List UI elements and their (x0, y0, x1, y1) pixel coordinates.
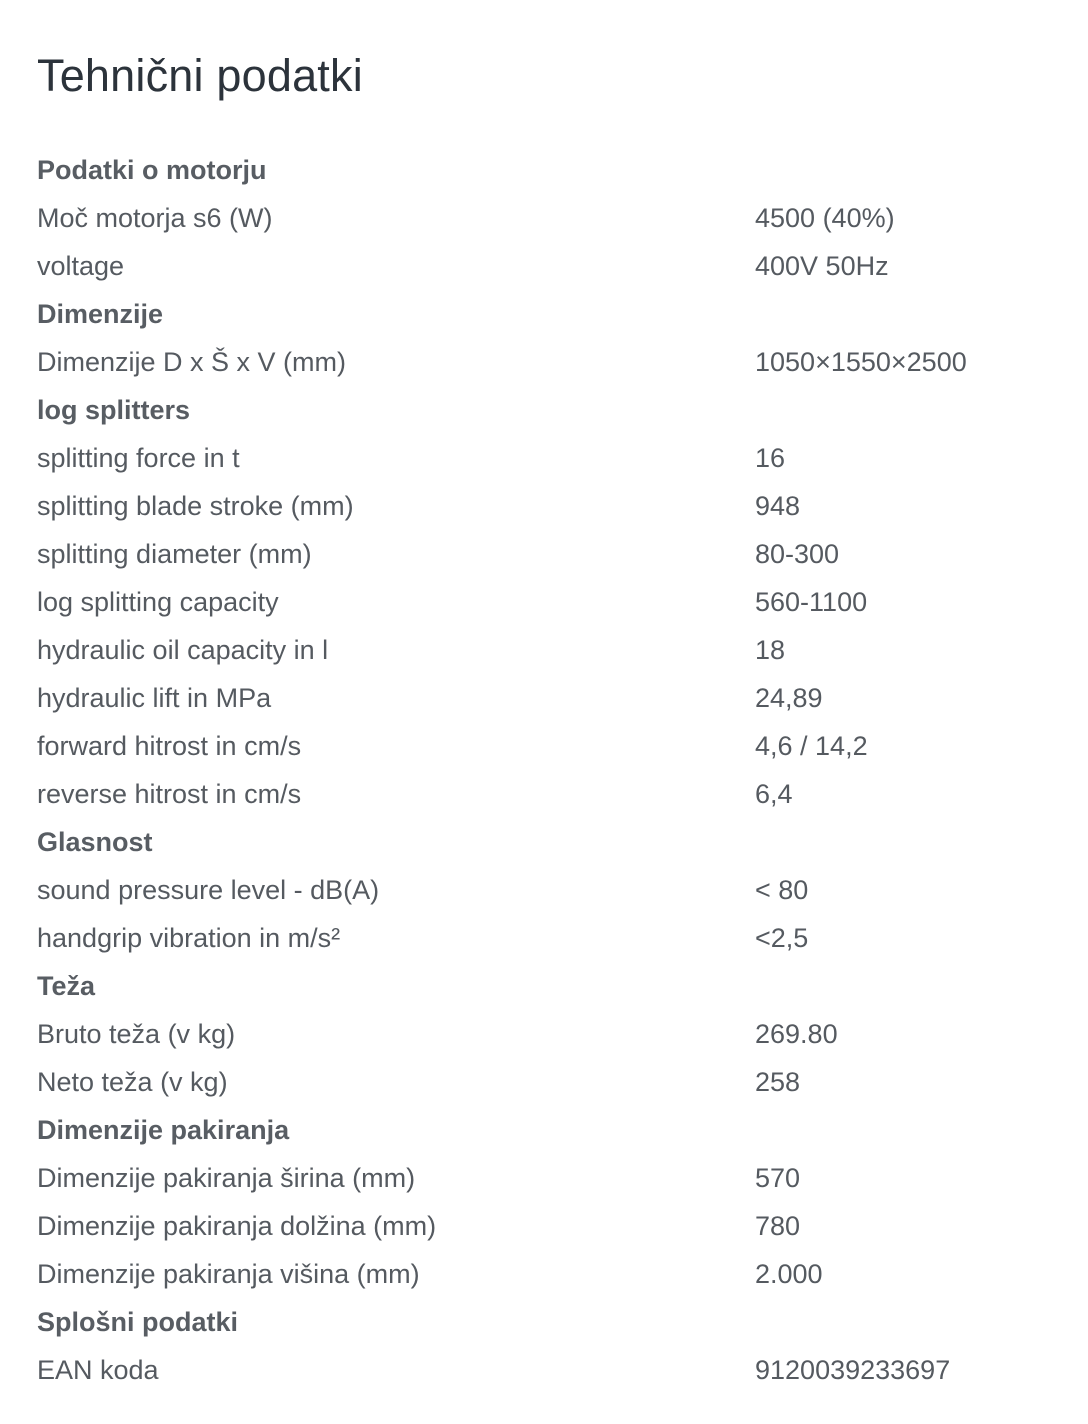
spec-value: 400V 50Hz (755, 251, 889, 281)
spec-value: 570 (755, 1163, 801, 1193)
section-heading (37, 962, 1057, 1010)
spec-value: 780 (755, 1211, 801, 1241)
spec-label: voltage (37, 251, 125, 281)
spec-label: reverse hitrost in cm/s (37, 779, 302, 809)
spec-value: <2,5 (755, 923, 809, 953)
spec-label: Neto teža (v kg) (37, 1067, 228, 1097)
spec-row (37, 578, 1057, 626)
spec-value: 4,6 / 14,2 (755, 731, 868, 761)
section-heading (37, 1106, 1057, 1154)
spec-label: Bruto teža (v kg) (37, 1019, 236, 1049)
spec-value: 18 (755, 635, 786, 665)
spec-row (37, 770, 1057, 818)
spec-label: Moč motorja s6 (W) (37, 203, 273, 233)
section-heading (37, 290, 1057, 338)
spec-value: 9120039233697 (755, 1355, 951, 1385)
spec-label: Dimenzije D x Š x V (mm) (37, 347, 347, 377)
spec-row (37, 674, 1057, 722)
spec-label: Dimenzije pakiranja širina (mm) (37, 1163, 416, 1193)
spec-label: splitting blade stroke (mm) (37, 491, 354, 521)
spec-label: handgrip vibration in m/s² (37, 923, 341, 953)
spec-row (37, 530, 1057, 578)
spec-row (37, 1154, 1057, 1202)
section-heading-label: Dimenzije (37, 299, 164, 329)
spec-row (37, 482, 1057, 530)
section-heading-label: log splitters (37, 395, 191, 425)
spec-value: 16 (755, 443, 786, 473)
section-heading (37, 1298, 1057, 1346)
spec-label: Dimenzije pakiranja dolžina (mm) (37, 1211, 437, 1241)
spec-value: 1050×1550×2500 (755, 347, 967, 377)
section-heading (37, 386, 1057, 434)
spec-row (37, 194, 1057, 242)
spec-label: hydraulic lift in MPa (37, 683, 272, 713)
spec-row (37, 1202, 1057, 1250)
spec-label: hydraulic oil capacity in l (37, 635, 329, 665)
spec-row (37, 1250, 1057, 1298)
spec-table (37, 146, 1057, 1394)
spec-row (37, 1346, 1057, 1394)
spec-value: 24,89 (755, 683, 823, 713)
spec-label: Dimenzije pakiranja višina (mm) (37, 1259, 420, 1289)
spec-label: forward hitrost in cm/s (37, 731, 302, 761)
spec-value: 2.000 (755, 1259, 823, 1289)
section-heading (37, 818, 1057, 866)
section-heading-label: Podatki o motorju (37, 155, 267, 185)
spec-row (37, 1058, 1057, 1106)
spec-label: EAN koda (37, 1355, 159, 1385)
spec-value: 6,4 (755, 779, 793, 809)
spec-row (37, 722, 1057, 770)
section-heading (37, 146, 1057, 194)
spec-value: 560-1100 (755, 587, 868, 617)
spec-label: sound pressure level - dB(A) (37, 875, 380, 905)
spec-value: 948 (755, 491, 801, 521)
spec-label: log splitting capacity (37, 587, 279, 617)
spec-label: splitting force in t (37, 443, 240, 473)
spec-value: 80-300 (755, 539, 840, 569)
spec-row (37, 1010, 1057, 1058)
spec-label: splitting diameter (mm) (37, 539, 312, 569)
section-heading-label: Splošni podatki (37, 1307, 239, 1337)
spec-row (37, 914, 1057, 962)
spec-row (37, 242, 1057, 290)
spec-row (37, 338, 1057, 386)
spec-value: < 80 (755, 875, 809, 905)
section-heading-label: Dimenzije pakiranja (37, 1115, 290, 1145)
spec-row (37, 866, 1057, 914)
spec-row (37, 434, 1057, 482)
spec-row (37, 626, 1057, 674)
spec-value: 269.80 (755, 1019, 838, 1049)
section-heading-label: Glasnost (37, 827, 153, 857)
spec-value: 258 (755, 1067, 801, 1097)
page-title: Tehnični podatki (37, 50, 363, 101)
section-heading-label: Teža (37, 971, 96, 1001)
spec-value: 4500 (40%) (755, 203, 895, 233)
